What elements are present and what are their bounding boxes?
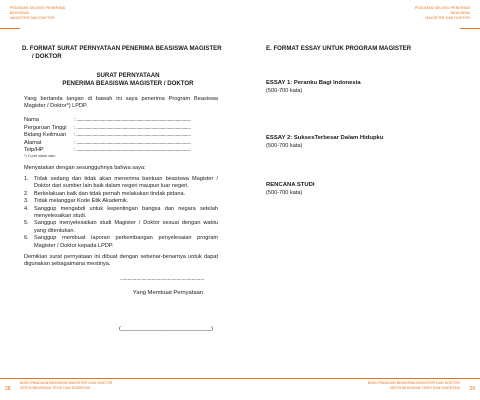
essay-2-word-count: (500-700 kata) — [266, 142, 303, 149]
section-e-title: E. FORMAT ESSAY UNTUK PROGRAM MAGISTER — [266, 45, 412, 52]
essay-1-word-count: (500-700 kata) — [266, 87, 303, 94]
section-d-title-cont: / DOKTOR — [32, 53, 62, 60]
footnote: *) Coret salah satu — [24, 154, 56, 158]
running-footer — [20, 381, 112, 391]
essay-1-title: ESSAY 1: Peranku Bagi Indonesia — [266, 80, 361, 86]
place-date-blank: ................................................................... — [120, 276, 205, 282]
doc-title: SURAT PERNYATAAN — [96, 72, 160, 79]
field-label-perguruan-tinggi: Perguruan Tinggi — [24, 124, 67, 131]
header-line-3: MAGISTER DAN DOKTOR — [10, 16, 55, 20]
list-number: 4. — [24, 205, 29, 212]
doc-subtitle: PENERIMA BEASISWA MAGISTER / DOKTOR — [62, 79, 194, 87]
list-item — [24, 206, 218, 221]
footer-line-2: SERTA BEASISWA TESIS DAN DISERTASI — [20, 386, 91, 391]
list-number: 2. — [24, 190, 29, 197]
list-number: 1. — [24, 176, 29, 182]
field-blank-perguruan-tinggi: : ................................................................................................... — [74, 124, 191, 131]
field-label-alamat: Alamat — [24, 139, 42, 146]
header-line-2: BEASISWA — [450, 11, 470, 15]
list-text: Sanggup menyelesaikan studi Magister / Doktor sesuai dengan waktu yang ditentukan. — [34, 220, 218, 234]
footer-rule — [0, 378, 240, 379]
declare-text: Menyatakan dengan sesungguhnya bahwa saya: — [24, 165, 146, 171]
statement-list — [24, 176, 218, 250]
footer-line-1: BUKU PANDUAN BEASISWA MAGISTER DAN DOKTOR — [367, 381, 460, 385]
footer-line-2: SERTA BEASISWA TESIS DAN DISERTASI — [389, 386, 460, 391]
field-blank-telp: : ................................................................................................... — [74, 147, 191, 153]
list-text: Tidak sedang dan tidak akan menerima bantuan beasiswa Magister / Doktor dari sumber lain baik dalam negeri maupun luar negeri. — [34, 176, 218, 190]
list-text: Berkelakuan baik dan tidak pernah melakukan tindak pidana. — [34, 190, 186, 197]
running-header — [10, 6, 65, 21]
closing-text: Demikian surat pernyataan ini dibuat dengan sebenar-benarnya untuk dapat digunakan sebagaimana mestinya. — [24, 254, 218, 268]
field-label-telp: Telp/HP — [24, 147, 44, 153]
field-label-nama: Nama — [24, 117, 39, 123]
list-number: 3. — [24, 198, 29, 205]
intro-text: Yang bertanda tangan di bawah ini saya penerima Program Beasiswa Magister / Doktor*) LPDP. — [24, 96, 218, 110]
page-number: 28 — [5, 386, 11, 392]
list-text: Tidak melanggar Kode Etik Akademik. — [34, 198, 129, 205]
list-item — [24, 235, 218, 250]
running-footer — [368, 381, 460, 391]
study-plan-title: RENCANA STUDI — [266, 182, 315, 188]
header-line-3: MAGISTER DAN DOKTOR — [425, 16, 470, 20]
section-d-title: D. FORMAT SURAT PERNYATAAN PENERIMA BEASISWA MAGISTER — [22, 45, 222, 52]
header-rule — [460, 28, 480, 29]
header-line-1: PEDOMAN SELEKSI PENERIMA — [10, 6, 66, 10]
list-item — [24, 176, 218, 191]
list-number: 5. — [24, 220, 29, 227]
page-number: 29 — [469, 386, 475, 392]
header-line-1: PEDOMAN SELEKSI PENERIMA — [414, 6, 470, 10]
list-item — [24, 220, 218, 235]
list-text: Sanggup mengabdi untuk kepentingan bangsa dan negara setelah menyelesaikan studi. — [34, 205, 218, 220]
essay-2-title: ESSAY 2: SuksesTerbesar Dalam Hidupku — [266, 135, 384, 141]
field-label-bidang-keilmuan: Bidang Keilmuan — [24, 132, 67, 138]
right-page — [240, 0, 480, 400]
signer-label: Yang Membuat Pernyataan — [132, 290, 204, 296]
field-blank-alamat: : ................................................................................................... — [74, 139, 191, 146]
list-text: Sanggup membuat laporan perkembangan penyelesaian program Magister / Doktor kepada LPDP. — [34, 235, 218, 249]
study-plan-word-count: (500-700 kata) — [266, 189, 303, 196]
footer-line-1: BUKU PANDUAN BEASISWA MAGISTER DAN DOKTOR — [20, 381, 113, 385]
footer-rule — [240, 378, 480, 379]
running-header — [415, 6, 470, 21]
signature-line: (_____________________________) — [119, 326, 213, 332]
list-number: 6. — [24, 235, 29, 242]
field-blank-nama: : ................................................................................................... — [74, 117, 191, 123]
header-line-2: BEASISWA — [10, 11, 30, 15]
list-item — [24, 198, 218, 205]
field-blank-bidang-keilmuan: : ................................................................................................... — [74, 132, 191, 138]
list-item — [24, 191, 218, 198]
header-rule — [0, 28, 20, 29]
